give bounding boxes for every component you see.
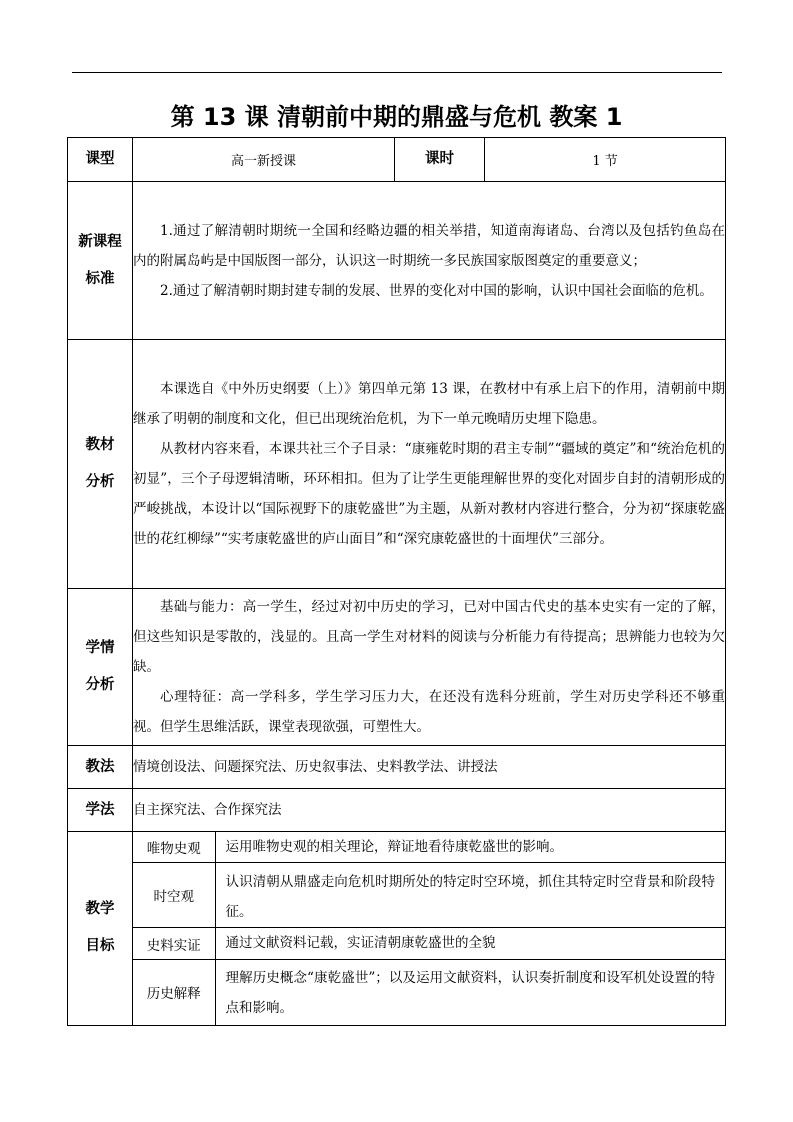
teaching-goals-label-line2: 目标 xyxy=(85,938,115,955)
header-rule xyxy=(72,72,722,73)
row-course-type xyxy=(68,138,726,182)
textbook-analysis-label-line2: 分析 xyxy=(85,474,115,490)
row-student-analysis xyxy=(68,589,726,746)
goal-row xyxy=(133,863,725,928)
student-analysis-label-line1: 学情 xyxy=(85,640,115,656)
student-analysis-label xyxy=(68,589,133,746)
paragraph: 2.通过了解清朝时期封建专制的发展、世界的变化对中国的影响，认识中国社会面临的危机。 xyxy=(160,282,713,299)
goal-name: 唯物史观 xyxy=(133,832,215,863)
goal-row xyxy=(133,928,725,960)
textbook-analysis-content xyxy=(133,340,726,589)
lesson-plan-table xyxy=(67,137,726,1026)
document-title: 第 13 课 清朝前中期的鼎盛与危机 教案 1 xyxy=(170,103,623,131)
period-label: 课时 xyxy=(395,138,485,182)
paragraph: 1.通过了解清朝时期统一全国和经略边疆的相关举措，知道南海诸岛、台湾以及包括钓鱼岛在内的附属岛屿是中国版图一部分，认识这一时期统一多民族国家版图奠定的重要意义； xyxy=(133,222,726,269)
learning-method-value: 自主探究法、合作探究法 xyxy=(133,789,726,832)
goal-row xyxy=(133,832,725,863)
course-type-value: 高一新授课 xyxy=(133,138,395,182)
row-teaching-method xyxy=(68,746,726,789)
teaching-goals-label-line1: 教学 xyxy=(85,901,115,918)
goal-text: 通过文献资料记载，实证清朝康乾盛世的全貌 xyxy=(215,928,725,960)
goals-table xyxy=(133,832,725,1025)
goal-name: 史料实证 xyxy=(133,928,215,960)
period-value: 1 节 xyxy=(485,138,726,182)
goal-name: 时空观 xyxy=(133,863,215,928)
row-curriculum-standard xyxy=(68,182,726,340)
teaching-goals-grid xyxy=(133,832,726,1026)
paragraph: 本课选自《中外历史纲要（上）》第四单元第 13 课，在教材中有承上启下的作用，清朝前中期继承了明朝的制度和文化，但已出现统治危机，为下一单元晚晴历史埋下隐患。 xyxy=(133,381,726,427)
goal-text: 理解历史概念“康乾盛世”；以及运用文献资料，认识奏折制度和设军机处设置的特点和影响。 xyxy=(215,960,725,1025)
curriculum-standard-label-line2: 标准 xyxy=(85,270,115,287)
row-textbook-analysis xyxy=(68,340,726,589)
textbook-analysis-label-line1: 教材 xyxy=(85,437,115,453)
student-analysis-label-line2: 分析 xyxy=(85,677,115,693)
student-analysis-content xyxy=(133,589,726,746)
paragraph: 基础与能力：高一学生，经过对初中历史的学习，已对中国古代史的基本史实有一定的了解，但这些知识是零散的，浅显的。且高一学生对材料的阅读与分析能力有待提高；思辨能力也较为欠缺。 xyxy=(133,599,726,675)
textbook-analysis-label xyxy=(68,340,133,589)
curriculum-standard-label xyxy=(68,182,133,340)
curriculum-standard-content xyxy=(133,182,726,340)
paragraph: 从教材内容来看，本课共社三个子目录：“康雍乾时期的君主专制”“疆域的奠定”和“统治危机的初显”，三个子母逻辑清晰，环环相扣。但为了让学生更能理解世界的变化对固步自封的清朝形成的严峻挑战，本设计以“国际视野下的康乾盛世”为主题，从新对教材内容进行整合，分为初“探康乾盛世的花红柳绿”“实考康乾盛世的庐山面目”和“深究康乾盛世的十面埋伏”三部分。 xyxy=(133,441,726,547)
goal-name: 历史解释 xyxy=(133,960,215,1025)
row-learning-method xyxy=(68,789,726,832)
teaching-goals-label xyxy=(68,832,133,1026)
goal-text: 运用唯物史观的相关理论，辩证地看待康乾盛世的影响。 xyxy=(225,839,563,855)
goal-text: 认识清朝从鼎盛走向危机时期所处的特定时空环境，抓住其特定时空背景和阶段特征。 xyxy=(215,863,725,928)
teaching-method-label: 教法 xyxy=(68,746,133,789)
curriculum-standard-label-line1: 新课程 xyxy=(78,233,122,250)
goal-row xyxy=(133,960,725,1025)
learning-method-label: 学法 xyxy=(68,789,133,832)
course-type-label: 课型 xyxy=(68,138,133,182)
row-teaching-goals xyxy=(68,832,726,1026)
teaching-method-value: 情境创设法、问题探究法、历史叙事法、史料教学法、讲授法 xyxy=(133,746,726,789)
paragraph: 心理特征：高一学科多，学生学习压力大，在还没有选科分班前，学生对历史学科还不够重视。但学生思维活跃，课堂表现欲强，可塑性大。 xyxy=(133,689,726,735)
